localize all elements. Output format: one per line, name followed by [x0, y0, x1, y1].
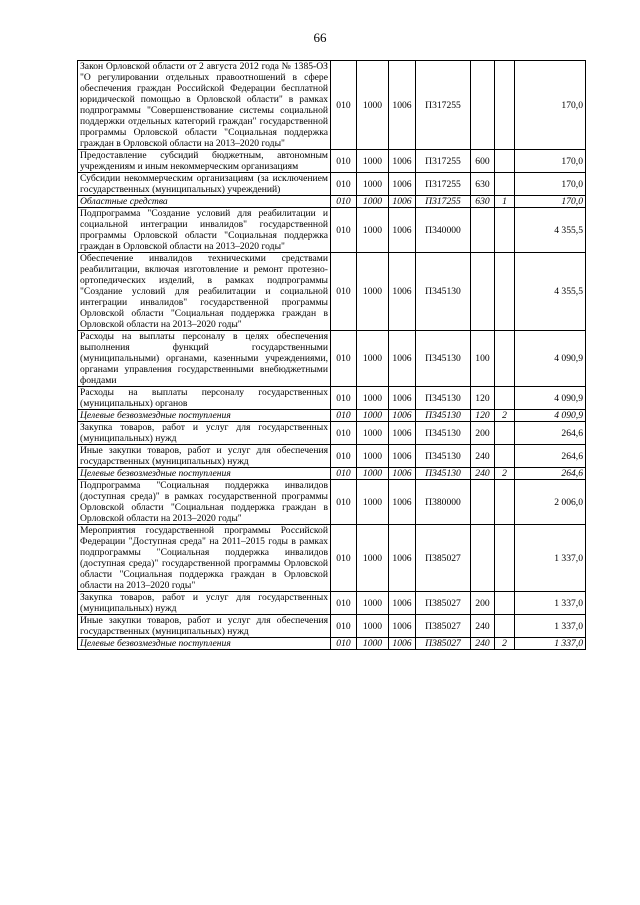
expense-type-cell: [471, 61, 495, 150]
section-code-cell: 1000: [357, 445, 389, 468]
funding-source-cell: 2: [495, 638, 515, 650]
row-description: Мероприятия государственной программы Российской Федерации "Доступная среда" на 2011–2015 годы в рамках подпрограммы "Социальная поддержка инвалидов (доступная среда)" государственной программы Орловской области "Социальная поддержка граждан в Орловской области на 2013–2020 годы": [78, 525, 331, 592]
funding-source-cell: [495, 331, 515, 387]
row-description: Субсидии некоммерческим организациям (за исключением государственных (муниципальных) учреждений): [78, 173, 331, 196]
funding-source-cell: [495, 208, 515, 253]
amount-cell: 1 337,0: [515, 525, 586, 592]
expense-type-cell: [471, 480, 495, 525]
expense-type-cell: 120: [471, 387, 495, 410]
row-description: Подпрограмма "Создание условий для реабилитации и социальной интеграции инвалидов" государственной программы Орловской области "Социальная поддержка граждан в Орловской области на 2013–2020 годы": [78, 208, 331, 253]
expense-type-cell: 240: [471, 445, 495, 468]
target-article-cell: П385027: [416, 525, 471, 592]
funding-source-cell: [495, 445, 515, 468]
page-number: 66: [313, 30, 327, 45]
amount-cell: 1 337,0: [515, 592, 586, 615]
subsection-code-cell: 1006: [389, 525, 416, 592]
expense-type-cell: 630: [471, 173, 495, 196]
table-row: [78, 387, 586, 410]
subsection-code-cell: 1006: [389, 253, 416, 331]
expense-type-cell: 200: [471, 422, 495, 445]
amount-cell: 170,0: [515, 150, 586, 173]
subsection-code-cell: 1006: [389, 387, 416, 410]
subsection-code-cell: 1006: [389, 468, 416, 480]
target-article-cell: П317255: [416, 173, 471, 196]
expense-type-cell: 600: [471, 150, 495, 173]
section-code-cell: 1000: [357, 592, 389, 615]
section-code-cell: 1000: [357, 150, 389, 173]
row-description: Закупка товаров, работ и услуг для государственных (муниципальных) нужд: [78, 422, 331, 445]
target-article-cell: П345130: [416, 253, 471, 331]
table-row: [78, 638, 586, 650]
funding-source-cell: 2: [495, 468, 515, 480]
section-code-cell: 1000: [357, 331, 389, 387]
row-description: Иные закупки товаров, работ и услуг для обеспечения государственных (муниципальных) нужд: [78, 445, 331, 468]
funding-source-cell: [495, 422, 515, 445]
amount-cell: 264,6: [515, 422, 586, 445]
section-code-cell: 1000: [357, 638, 389, 650]
subsection-code-cell: 1006: [389, 422, 416, 445]
target-article-cell: П340000: [416, 208, 471, 253]
funding-source-cell: 2: [495, 410, 515, 422]
section-code-cell: 1000: [357, 61, 389, 150]
amount-cell: 264,6: [515, 445, 586, 468]
row-description: Расходы на выплаты персоналу в целях обеспечения выполнения функций государственными (муниципальными) органами, казенными учреждениями, органами управления государственными внебюджетными фондами: [78, 331, 331, 387]
amount-cell: 4 355,5: [515, 253, 586, 331]
row-description: Целевые безвозмездные поступления: [78, 638, 331, 650]
funding-source-cell: [495, 173, 515, 196]
table-row: [78, 150, 586, 173]
target-article-cell: П385027: [416, 615, 471, 638]
table-row: [78, 61, 586, 150]
amount-cell: 4 090,9: [515, 331, 586, 387]
expense-type-cell: 240: [471, 615, 495, 638]
expense-type-cell: 240: [471, 638, 495, 650]
ministry-code-cell: 010: [331, 592, 357, 615]
amount-cell: 170,0: [515, 61, 586, 150]
section-code-cell: 1000: [357, 387, 389, 410]
row-description: Обеспечение инвалидов техническими средствами реабилитации, включая изготовление и ремонт протезно-ортопедических изделий, в рамках подпрограммы "Создание условий для реабилитации и социальной интеграции инвалидов" государственной программы Орловской области "Социальная поддержка граждан в Орловской области на 2013–2020 годы": [78, 253, 331, 331]
target-article-cell: П385027: [416, 592, 471, 615]
row-description: Подпрограмма "Социальная поддержка инвалидов (доступная среда)" в рамках государственной программы Орловской области "Социальная поддержка граждан в Орловской области на 2013–2020 годы": [78, 480, 331, 525]
section-code-cell: 1000: [357, 480, 389, 525]
amount-cell: 4 355,5: [515, 208, 586, 253]
expense-type-cell: [471, 525, 495, 592]
table-row: [78, 525, 586, 592]
subsection-code-cell: 1006: [389, 208, 416, 253]
table-row: [78, 208, 586, 253]
ministry-code-cell: 010: [331, 445, 357, 468]
ministry-code-cell: 010: [331, 387, 357, 410]
funding-source-cell: [495, 253, 515, 331]
section-code-cell: 1000: [357, 525, 389, 592]
target-article-cell: П317255: [416, 61, 471, 150]
expense-type-cell: 630: [471, 196, 495, 208]
ministry-code-cell: 010: [331, 196, 357, 208]
funding-source-cell: [495, 592, 515, 615]
subsection-code-cell: 1006: [389, 638, 416, 650]
target-article-cell: П317255: [416, 150, 471, 173]
ministry-code-cell: 010: [331, 525, 357, 592]
table-row: [78, 592, 586, 615]
expense-type-cell: 120: [471, 410, 495, 422]
ministry-code-cell: 010: [331, 410, 357, 422]
amount-cell: 4 090,9: [515, 387, 586, 410]
amount-cell: 170,0: [515, 173, 586, 196]
subsection-code-cell: 1006: [389, 445, 416, 468]
table-row: [78, 331, 586, 387]
table-row: [78, 196, 586, 208]
row-description: Закон Орловской области от 2 августа 2012 года № 1385-ОЗ "О регулировании отдельных правоотношений в сфере обеспечения граждан Российской Федерации бесплатной юридической помощью в Орловской области" в рамках подпрограммы "Совершенствование системы социальной поддержки отдельных категорий граждан" государственной программы Орловской области "Социальная поддержка граждан в Орловской области на 2013–2020 годы": [78, 61, 331, 150]
amount-cell: 2 006,0: [515, 480, 586, 525]
funding-source-cell: [495, 150, 515, 173]
funding-source-cell: [495, 61, 515, 150]
section-code-cell: 1000: [357, 615, 389, 638]
subsection-code-cell: 1006: [389, 331, 416, 387]
ministry-code-cell: 010: [331, 468, 357, 480]
amount-cell: 1 337,0: [515, 638, 586, 650]
ministry-code-cell: 010: [331, 208, 357, 253]
table-row: [78, 445, 586, 468]
section-code-cell: 1000: [357, 410, 389, 422]
subsection-code-cell: 1006: [389, 196, 416, 208]
section-code-cell: 1000: [357, 208, 389, 253]
table-row: [78, 468, 586, 480]
row-description: Предоставление субсидий бюджетным, автономным учреждениям и иным некоммерческим организациям: [78, 150, 331, 173]
table-row: [78, 422, 586, 445]
target-article-cell: П317255: [416, 196, 471, 208]
budget-table-body: [78, 61, 586, 650]
subsection-code-cell: 1006: [389, 410, 416, 422]
subsection-code-cell: 1006: [389, 615, 416, 638]
ministry-code-cell: 010: [331, 615, 357, 638]
expense-type-cell: 200: [471, 592, 495, 615]
target-article-cell: П345130: [416, 331, 471, 387]
row-description: Иные закупки товаров, работ и услуг для обеспечения государственных (муниципальных) нужд: [78, 615, 331, 638]
expense-type-cell: 100: [471, 331, 495, 387]
amount-cell: 264,6: [515, 468, 586, 480]
expense-type-cell: 240: [471, 468, 495, 480]
subsection-code-cell: 1006: [389, 61, 416, 150]
ministry-code-cell: 010: [331, 638, 357, 650]
table-row: [78, 410, 586, 422]
funding-source-cell: [495, 615, 515, 638]
subsection-code-cell: 1006: [389, 592, 416, 615]
table-row: [78, 173, 586, 196]
funding-source-cell: [495, 480, 515, 525]
ministry-code-cell: 010: [331, 150, 357, 173]
table-row: [78, 480, 586, 525]
table-row: [78, 253, 586, 331]
target-article-cell: П345130: [416, 445, 471, 468]
section-code-cell: 1000: [357, 196, 389, 208]
target-article-cell: П385027: [416, 638, 471, 650]
expense-type-cell: [471, 253, 495, 331]
section-code-cell: 1000: [357, 253, 389, 331]
section-code-cell: 1000: [357, 422, 389, 445]
ministry-code-cell: 010: [331, 422, 357, 445]
ministry-code-cell: 010: [331, 61, 357, 150]
section-code-cell: 1000: [357, 468, 389, 480]
ministry-code-cell: 010: [331, 253, 357, 331]
row-description: Областные средства: [78, 196, 331, 208]
target-article-cell: П345130: [416, 422, 471, 445]
row-description: Расходы на выплаты персоналу государственных (муниципальных) органов: [78, 387, 331, 410]
row-description: Целевые безвозмездные поступления: [78, 410, 331, 422]
target-article-cell: П345130: [416, 410, 471, 422]
ministry-code-cell: 010: [331, 331, 357, 387]
row-description: Закупка товаров, работ и услуг для государственных (муниципальных) нужд: [78, 592, 331, 615]
amount-cell: 170,0: [515, 196, 586, 208]
target-article-cell: П345130: [416, 387, 471, 410]
funding-source-cell: 1: [495, 196, 515, 208]
target-article-cell: П380000: [416, 480, 471, 525]
table-row: [78, 615, 586, 638]
subsection-code-cell: 1006: [389, 173, 416, 196]
amount-cell: 1 337,0: [515, 615, 586, 638]
subsection-code-cell: 1006: [389, 480, 416, 525]
ministry-code-cell: 010: [331, 480, 357, 525]
section-code-cell: 1000: [357, 173, 389, 196]
subsection-code-cell: 1006: [389, 150, 416, 173]
row-description: Целевые безвозмездные поступления: [78, 468, 331, 480]
ministry-code-cell: 010: [331, 173, 357, 196]
funding-source-cell: [495, 387, 515, 410]
funding-source-cell: [495, 525, 515, 592]
target-article-cell: П345130: [416, 468, 471, 480]
amount-cell: 4 090,9: [515, 410, 586, 422]
budget-table: [77, 60, 586, 650]
expense-type-cell: [471, 208, 495, 253]
